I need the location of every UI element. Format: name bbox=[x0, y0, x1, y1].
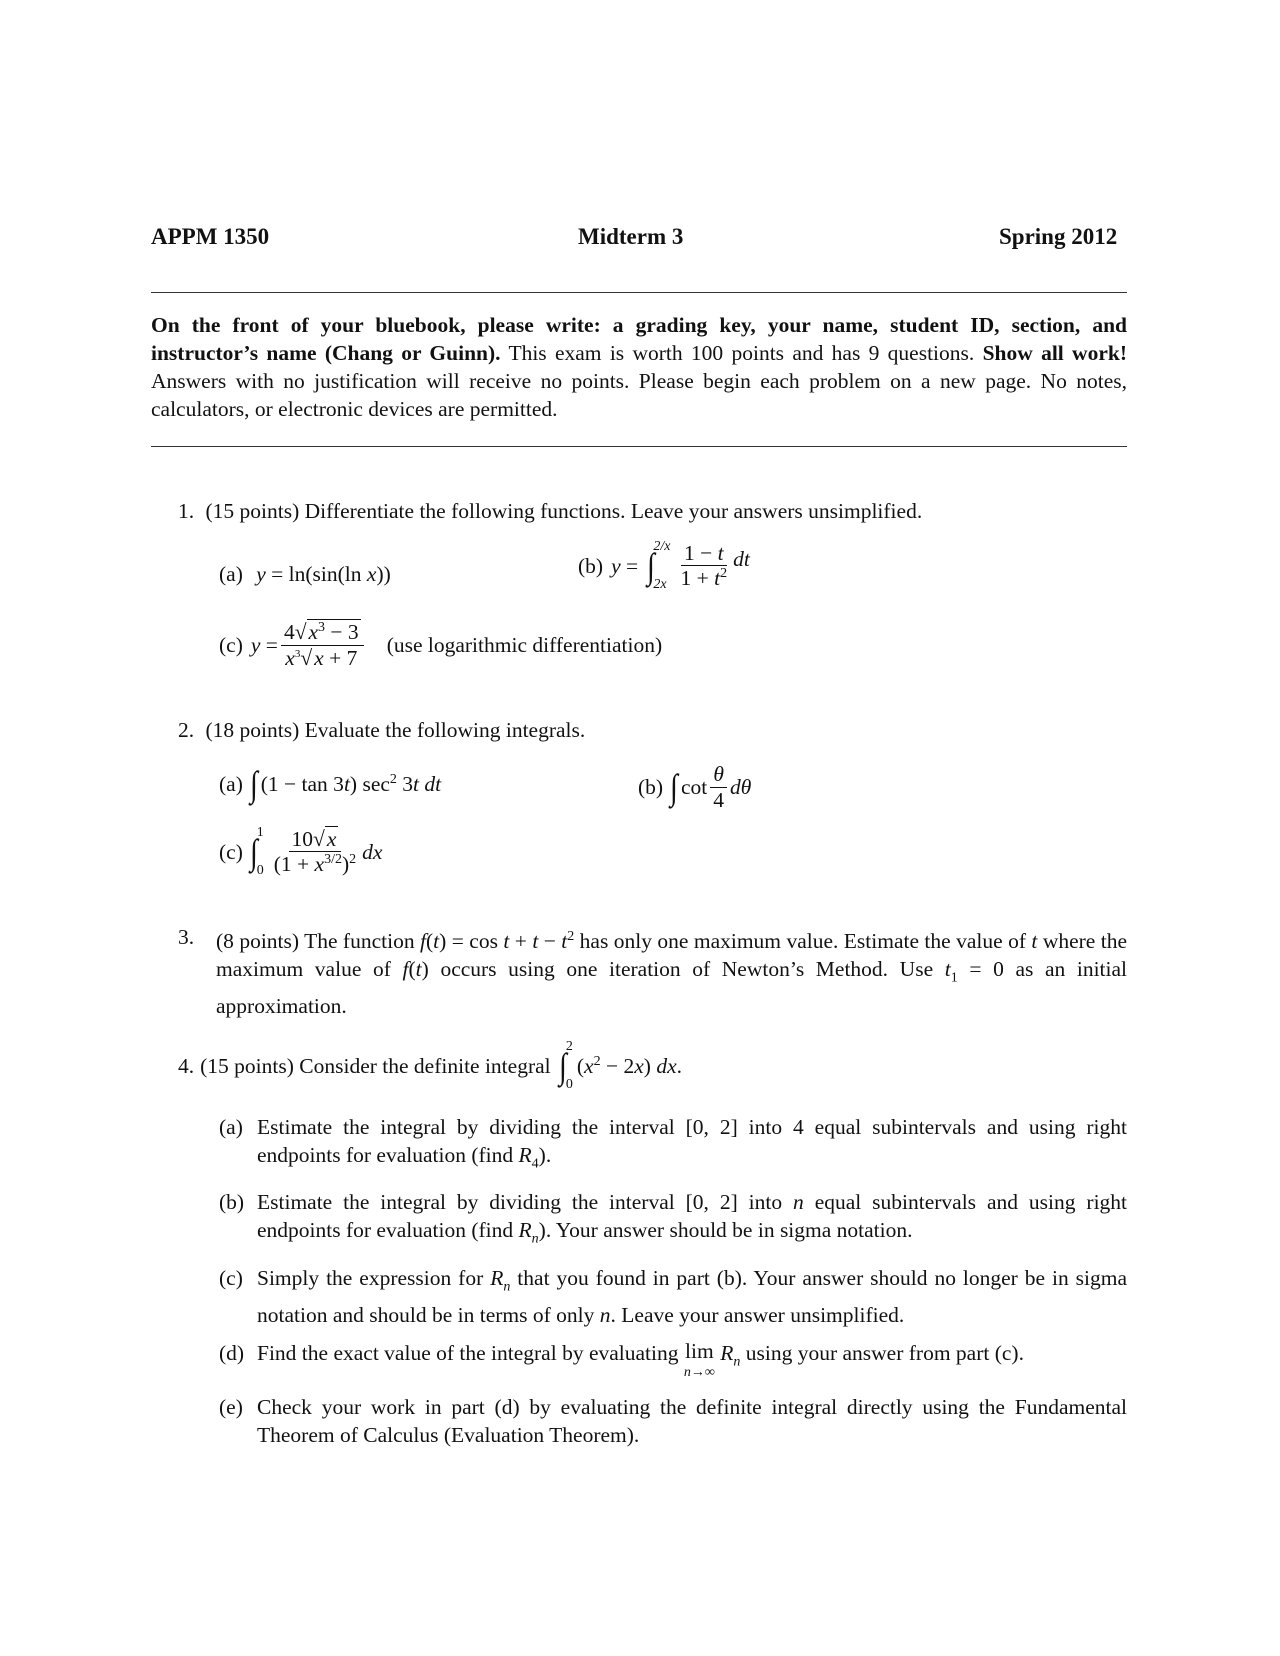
q2-c-label: (c) bbox=[219, 839, 243, 864]
q1-points: (15 points) bbox=[205, 499, 300, 523]
q1-number: 1. bbox=[178, 499, 195, 523]
q3-text-5: as an initial approximation. bbox=[216, 957, 1128, 1019]
q4-part-c: (c) Simply the expression for $R_n$ that you found in part (b). Your answer should no longer be in sigma notation and should be in terms of only n. Leave your answer unsimplified. bbox=[219, 1265, 1128, 1327]
q4-b-text-1: Estimate the integral by dividing the interval bbox=[257, 1190, 675, 1215]
q3-points: (8 points) bbox=[216, 929, 300, 954]
q4-d-text-2: using your answer from part (c). bbox=[745, 1340, 1024, 1365]
limit-expression: lim n→∞ bbox=[683, 1338, 715, 1380]
q4-d-text-1: Find the exact value of the integral by evaluating bbox=[257, 1340, 679, 1365]
q4-heading: 4. (15 points) Consider the definite integral ∫ 2 0 $(x^2 - 2x)$ dx. bbox=[178, 1039, 682, 1092]
q1-a-label: (a) bbox=[219, 562, 243, 586]
instructions-text-2: Answers with no justification will receive no points. Please begin each problem on a new page. No notes, calculators, or electronic devices are permitted. bbox=[151, 369, 1127, 421]
q4-a-label: (a) bbox=[219, 1115, 243, 1139]
instructions-show-work: Show all work! bbox=[982, 341, 1127, 365]
q1-part-a: (a) y = ln(sin(ln x)) bbox=[219, 562, 391, 586]
q4-b-text-2: into bbox=[748, 1190, 783, 1215]
q4-part-b: (b) Estimate the integral by dividing the interval [0, 2] into n equal subintervals and using right endpoints for evaluation (find $R_n$). Your answer should be in sigma notation. bbox=[219, 1188, 1127, 1253]
q3-text-4: occurs using one iteration of Newton’s Method. Use bbox=[440, 957, 934, 982]
q4-a-text-3: ). bbox=[538, 1143, 552, 1167]
q2-a-label: (a) bbox=[219, 771, 243, 796]
q1-heading bbox=[178, 497, 922, 525]
q4-c-label: (c) bbox=[219, 1265, 243, 1290]
q4-a-text-2: into 4 equal subintervals and using right endpoints for evaluation (find bbox=[257, 1115, 1127, 1167]
q3-number: 3. bbox=[178, 925, 195, 949]
q1-prompt: Differentiate the following functions. Leave your answers unsimplified. bbox=[304, 499, 923, 523]
q1-part-b: (b) y = ∫ 2/x 2x $\frac{1 - t}{1 + t^2}$ dt bbox=[578, 539, 750, 592]
integral-sign-icon: ∫ bbox=[646, 546, 655, 586]
q3-block: 3. (8 points) The function $f(t) = \cos t + t - t^2$ has only one maximum value. Estimate the value of t where the maximum value of f(t) occurs using one iteration of Newton’s Method. Use $t_1 = 0$ as an initial approximation. bbox=[178, 925, 1128, 1019]
q3-text-1: The function bbox=[304, 929, 415, 954]
instructions-text-1: This exam is worth 100 points and has 9 questions. bbox=[508, 341, 975, 365]
q4-part-a: (a) Estimate the integral by dividing the interval [0, 2] into 4 equal subintervals and using right endpoints for evaluation (find $R_4$). bbox=[219, 1113, 1127, 1178]
q4-e-label: (e) bbox=[219, 1395, 243, 1420]
q4-b-text-4: ). Your answer should be in sigma notation. bbox=[538, 1218, 913, 1243]
q4-a-text-1: Estimate the integral by dividing the interval bbox=[257, 1115, 675, 1139]
q4-d-label: (d) bbox=[219, 1340, 245, 1365]
q4-points: (15 points) bbox=[200, 1053, 294, 1078]
q4-part-e bbox=[219, 1393, 1127, 1449]
q3-text-2: has only one maximum value. Estimate the value of bbox=[579, 929, 1026, 954]
q4-part-d: (d) Find the exact value of the integral by evaluating lim n→∞ $R_n$ using your answer from part (c). bbox=[219, 1338, 1024, 1380]
q4-b-label: (b) bbox=[219, 1190, 245, 1215]
q1-c-note: (use logarithmic differentiation) bbox=[386, 633, 663, 658]
divider-top bbox=[151, 292, 1127, 293]
q2-prompt: Evaluate the following integrals. bbox=[304, 718, 586, 742]
q2-part-b: (b) ∫ cot $\frac{\theta}{4}$ dθ bbox=[638, 762, 752, 812]
integral-sign-icon: ∫ bbox=[249, 832, 258, 872]
q4-c-text-1: Simply the expression for bbox=[257, 1265, 484, 1290]
q1-b-label: (b) bbox=[578, 553, 604, 578]
exam-title: Midterm 3 bbox=[578, 224, 684, 249]
instructions-bold: On the front of your bluebook, please write: a grading key, your name, student ID, section, and instructor’s name (Chang or Guinn). bbox=[151, 313, 1127, 365]
q2-points: (18 points) bbox=[205, 718, 300, 742]
q2-heading bbox=[178, 716, 585, 744]
divider-bottom bbox=[151, 446, 1127, 447]
q1-c-label: (c) bbox=[219, 633, 243, 658]
q1-part-c: (c) y = $\frac{4√x^3 - 3}{x^3√x + 7}$ (use logarithmic differentiation) bbox=[219, 620, 663, 670]
q4-number: 4. bbox=[178, 1053, 195, 1078]
integral-sign-icon: ∫ bbox=[249, 764, 258, 804]
q4-e-text: Check your work in part (d) by evaluating the definite integral directly using the Fundamental Theorem of Calculus (Evaluation Theorem). bbox=[257, 1395, 1127, 1448]
integral-sign-icon: ∫ bbox=[670, 767, 678, 808]
q4-c-text-2: that you found in part (b). Your answer should no longer be in sigma notation and should be in terms of only bbox=[257, 1265, 1128, 1327]
instructions bbox=[151, 311, 1127, 423]
q2-part-c: (c) ∫ 1 0 $\frac{10√x}{(1 + x^{3/2})^2}$ dx bbox=[219, 825, 383, 878]
exam-term: Spring 2012 bbox=[999, 224, 1118, 249]
q4-prompt: Consider the definite integral bbox=[299, 1053, 551, 1078]
q3-text-3: where the maximum value of bbox=[216, 929, 1128, 982]
course-code: APPM 1350 bbox=[151, 224, 270, 249]
q4-c-text-3: . Leave your answer unsimplified. bbox=[610, 1302, 905, 1327]
q2-number: 2. bbox=[178, 718, 195, 742]
q4-b-text-3: equal subintervals and using right endpoints for evaluation (find bbox=[257, 1190, 1128, 1243]
integral-sign-icon: ∫ bbox=[558, 1046, 567, 1086]
q2-part-a: (a) ∫ (1 − tan 3t) $\sec^2 3t$ dt bbox=[219, 764, 442, 804]
q2-b-label: (b) bbox=[638, 775, 664, 800]
q4-parts bbox=[219, 1113, 1127, 1449]
